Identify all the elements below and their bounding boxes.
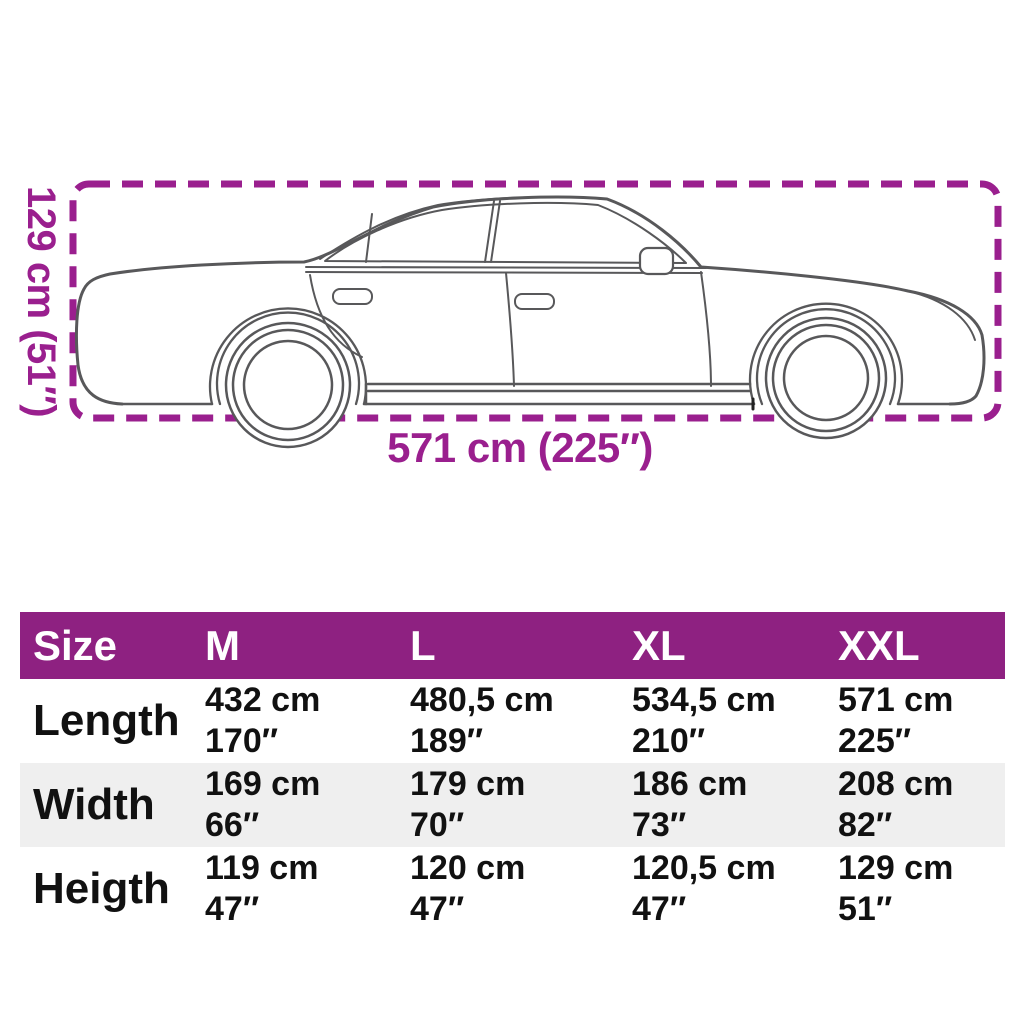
cm-value: 571 cm	[838, 681, 954, 719]
inch-value: 47″	[632, 890, 687, 928]
table-row-heigth	[20, 847, 1005, 931]
front-door-handle	[515, 294, 554, 309]
table-row-length	[20, 679, 1005, 763]
cm-value: 480,5 cm	[410, 681, 554, 719]
header-cell-l: L	[410, 621, 436, 669]
inch-value: 82″	[838, 806, 893, 844]
door-seams	[310, 272, 711, 386]
cm-value: 179 cm	[410, 765, 526, 803]
heigth-m	[205, 848, 410, 930]
width-m	[205, 764, 410, 846]
inch-value: 189″	[410, 722, 484, 760]
table-row-width	[20, 763, 1005, 847]
heigth-xxl	[838, 848, 1005, 930]
length-dimension-label: 571 cm (225″)	[387, 424, 653, 471]
row-label-width: Width	[33, 780, 155, 829]
cm-value: 432 cm	[205, 681, 321, 719]
inch-value: 225″	[838, 722, 912, 760]
side-mirror	[640, 248, 673, 274]
cm-value: 129 cm	[838, 849, 954, 887]
row-label-heigth: Heigth	[33, 864, 170, 913]
length-m	[205, 680, 410, 762]
cm-value: 120 cm	[410, 849, 526, 887]
cm-value: 534,5 cm	[632, 681, 776, 719]
header-cell-xl: XL	[632, 621, 686, 669]
header-cell-m: M	[205, 621, 240, 669]
size-table-header	[20, 612, 1005, 679]
cm-value: 208 cm	[838, 765, 954, 803]
inch-value: 66″	[205, 806, 260, 844]
inch-value: 210″	[632, 722, 706, 760]
header-cell-xxl: XXL	[838, 621, 920, 669]
width-xl	[632, 764, 838, 846]
rear-door-handle	[333, 289, 372, 304]
inch-value: 73″	[632, 806, 687, 844]
inch-value: 47″	[410, 890, 465, 928]
row-label-length: Length	[33, 696, 180, 745]
width-l	[410, 764, 632, 846]
height-dimension-label: 129 cm (51″)	[19, 185, 64, 417]
front-wheel	[766, 318, 886, 438]
length-xl	[632, 680, 838, 762]
inch-value: 47″	[205, 890, 260, 928]
heigth-l	[410, 848, 632, 930]
cm-value: 120,5 cm	[632, 849, 776, 887]
cm-value: 169 cm	[205, 765, 321, 803]
front-bumper-line	[908, 291, 975, 340]
cm-value: 119 cm	[205, 849, 319, 887]
length-xxl	[838, 680, 1005, 762]
inch-value: 170″	[205, 722, 279, 760]
heigth-xl	[632, 848, 838, 930]
length-l	[410, 680, 632, 762]
inch-value: 70″	[410, 806, 465, 844]
sedan-line-art	[76, 197, 984, 447]
header-cell-size: Size	[33, 621, 118, 669]
size-table	[20, 612, 1005, 931]
cm-value: 186 cm	[632, 765, 748, 803]
quarter-window-divider	[366, 214, 372, 262]
inch-value: 51″	[838, 890, 893, 928]
width-xxl	[838, 764, 1005, 846]
